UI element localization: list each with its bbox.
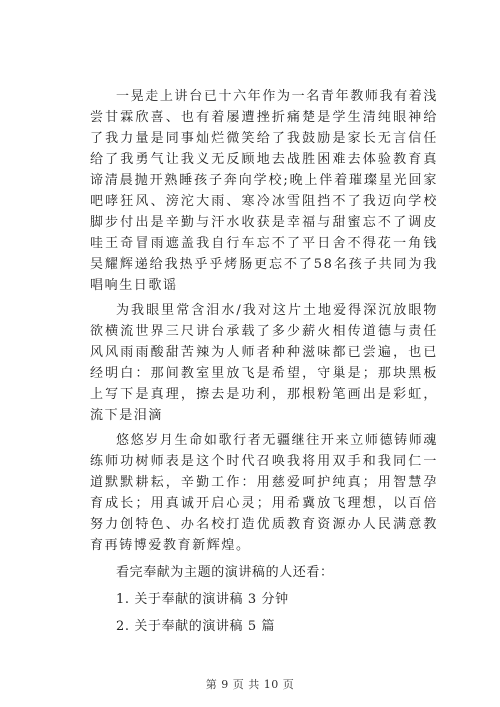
- paragraph-teaching-years: 一晃走上讲台已十六年作为一名青年教师我有着浅尝甘霖欣喜、也有着屡遭挫折痛楚是学生清纯眼神给了我力量是同事灿烂微笑给了我鼓励是家长无言信任给了我勇气让我义无反顾地去战胜困难去体验教育真谛清晨抛开熟睡孩子奔向学校;晚上伴着璀璨星光回家吧哮狂风、滂沱大雨、寒冷冰雪阻挡不了我迈向学校脚步付出是辛勤与汗水收获是幸福与甜蜜忘不了调皮哇王奇冒雨遮盖我自行车忘不了平日舍不得花一角钱吴耀辉递给我热乎乎烤肠更忘不了58名孩子共同为我唱响生日歌谣: [90, 89, 438, 293]
- document-body: [90, 86, 438, 637]
- related-link-2[interactable]: 2. 关于奉献的演讲稿 5 篇: [116, 619, 276, 634]
- related-link-1[interactable]: 1. 关于奉献的演讲稿 3 分钟: [116, 592, 289, 607]
- paragraph-years-of-life: 悠悠岁月生命如歌行者无疆继往开来立师德铸师魂练师功树师表是这个时代召唤我将用双手和我同仁一道默默耕耘，辛勤工作：用慈爱呵护纯真；用智慧孕育成长；用真诚开启心灵；用希冀放飞理想，以百倍努力创特色、办名校打造优质教育资源办人民满意教育再铸博爱教育新辉煌。: [90, 433, 438, 553]
- paragraph-tears: 为我眼里常含泪水/我对这片土地爱得深沉放眼物欲横流世界三尺讲台承载了多少薪火相传道德与责任风风雨雨酸甜苦辣为人师者种种滋味都已尝遍，也已经明白：那间教室里放飞是希望，守巢是；那块黑板上写下是真理，擦去是功利，那根粉笔画出是彩虹，流下是泪滴: [90, 303, 438, 423]
- page-number-footer: 第 9 页 共 10 页: [205, 678, 295, 691]
- related-heading: 看完奉献为主题的演讲稿的人还看：: [116, 565, 334, 580]
